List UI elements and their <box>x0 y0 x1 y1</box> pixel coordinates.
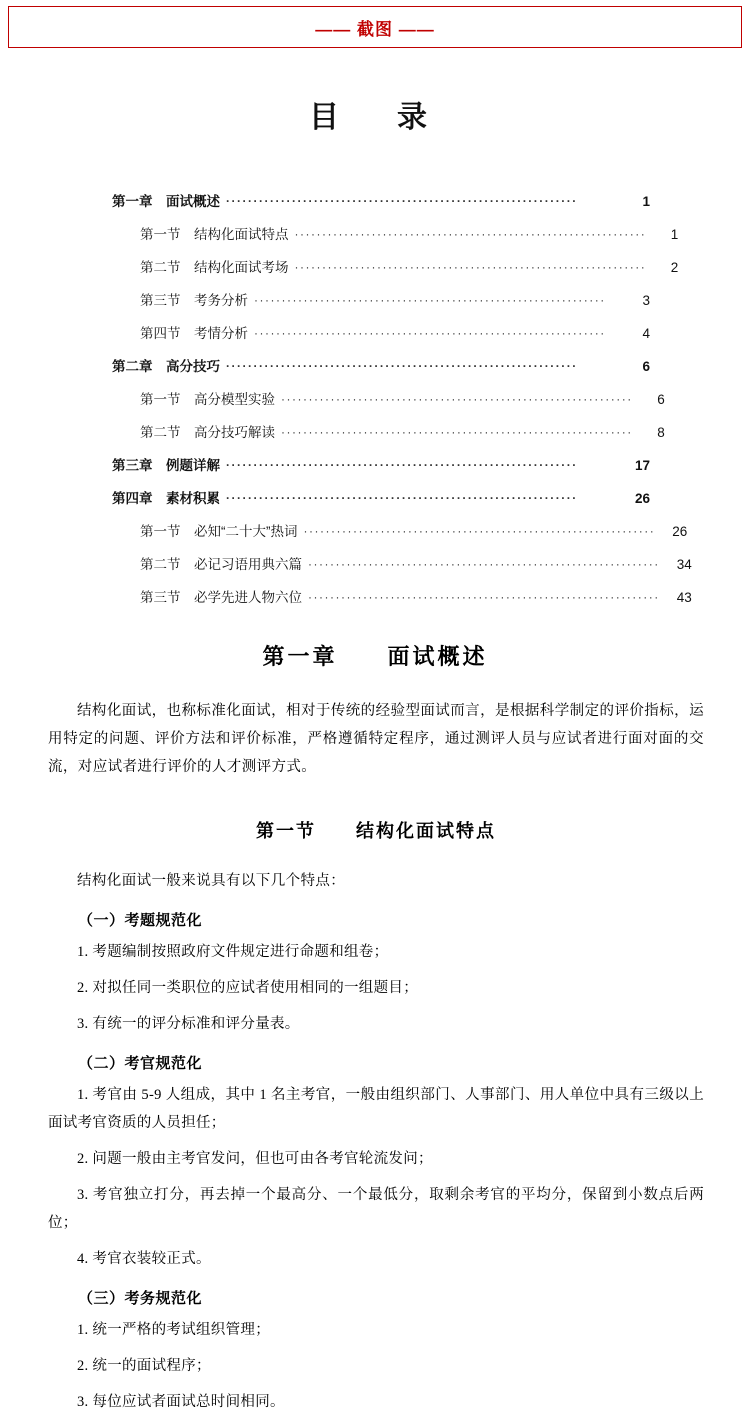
toc-entry-label: 第四节 考情分析 <box>140 326 248 341</box>
toc-leader-dots: ································································ <box>226 194 578 208</box>
list-item: 4. 考官衣装较正式。 <box>77 1251 211 1267</box>
toc-entry-page: 1 <box>642 194 650 209</box>
document-page <box>0 6 750 1410</box>
chapter-intro-paragraph: 结构化面试，也称标准化面试，相对于传统的经验型面试而言，是根据科学制定的评价指标，运用特定的问题、评价方法和评价标准，严格遵循特定程序，通过测评人员与应试者进行面对面的交流，对应试者进行评价的人才测评方式。 <box>48 703 704 775</box>
toc-entry[interactable] <box>112 520 688 540</box>
toc-leader-dots: ································································ <box>254 326 606 340</box>
toc-entry-label: 第三节 考务分析 <box>140 293 248 308</box>
list-item: 3. 每位应试者面试总时间相同。 <box>77 1394 285 1410</box>
toc-entry[interactable] <box>112 190 650 210</box>
toc-entry-page: 3 <box>642 293 650 308</box>
toc-entry[interactable] <box>112 421 665 441</box>
toc-entry-page: 6 <box>657 392 665 407</box>
table-of-contents <box>112 190 692 606</box>
subsection-heading: （二）考官规范化 <box>78 1055 203 1072</box>
toc-leader-dots: ································································ <box>308 557 660 571</box>
toc-entry-page: 4 <box>642 326 650 341</box>
list-item: 3. 考官独立打分，再去掉一个最高分、一个最低分，取剩余考官的平均分，保留到小数点后两位； <box>48 1187 704 1231</box>
toc-entry[interactable] <box>112 355 650 375</box>
subsection-heading: （三）考务规范化 <box>78 1290 203 1307</box>
list-item: 3. 有统一的评分标准和评分量表。 <box>77 1016 300 1032</box>
toc-entry[interactable] <box>112 454 650 474</box>
toc-entry-page: 2 <box>670 260 679 275</box>
list-item: 2. 对拟任同一类职位的应试者使用相同的一组题目； <box>77 980 418 996</box>
list-item: 1. 考题编制按照政府文件规定进行命题和组卷； <box>77 944 389 960</box>
section-lead-paragraph: 结构化面试一般来说具有以下几个特点： <box>77 873 346 889</box>
toc-entry-label: 第一节 高分模型实验 <box>140 392 275 407</box>
toc-leader-dots: ································································ <box>226 491 578 505</box>
toc-title: 目 录 <box>309 101 441 134</box>
toc-entry[interactable] <box>112 223 679 243</box>
toc-leader-dots: ································································ <box>294 260 647 274</box>
banner-label: —— 截图 —— <box>315 19 435 39</box>
subsection-heading: （一）考题规范化 <box>78 912 203 929</box>
toc-leader-dots: ································································ <box>226 359 578 373</box>
toc-entry-label: 第二节 结构化面试考场 <box>140 260 289 275</box>
toc-entry-label: 第二章 高分技巧 <box>112 359 220 374</box>
screenshot-banner <box>8 6 742 48</box>
toc-entry-label: 第二节 必记习语用典六篇 <box>140 557 302 572</box>
toc-entry[interactable] <box>112 487 650 507</box>
toc-entry-label: 第二节 高分技巧解读 <box>140 425 275 440</box>
toc-entry-label: 第一章 面试概述 <box>112 194 220 209</box>
toc-leader-dots: ································································ <box>281 392 633 406</box>
toc-entry-page: 8 <box>657 425 665 440</box>
list-item: 1. 统一严格的考试组织管理； <box>77 1322 270 1338</box>
toc-entry-label: 第三节 必学先进人物六位 <box>140 590 302 605</box>
toc-entry[interactable] <box>112 256 679 276</box>
section-heading: 第一节 结构化面试特点 <box>256 821 496 841</box>
toc-entry[interactable] <box>112 388 665 408</box>
toc-entry-page: 6 <box>642 359 650 374</box>
toc-leader-dots: ································································ <box>254 293 606 307</box>
toc-entry-page: 26 <box>672 524 688 539</box>
toc-entry-page: 26 <box>634 491 650 506</box>
toc-entry[interactable] <box>112 322 650 342</box>
toc-leader-dots: ································································ <box>303 524 656 538</box>
toc-entry-label: 第四章 素材积累 <box>112 491 220 506</box>
list-item: 2. 问题一般由主考官发问，但也可由各考官轮流发问； <box>77 1151 433 1167</box>
toc-leader-dots: ································································ <box>281 425 633 439</box>
toc-entry-page: 1 <box>670 227 679 242</box>
toc-leader-dots: ································································ <box>308 590 660 604</box>
list-item: 1. 考官由 5-9 人组成，其中 1 名主考官，一般由组织部门、人事部门、用人单位中具有三级以上面试考官资质的人员担任； <box>48 1087 704 1131</box>
toc-entry[interactable] <box>112 553 692 573</box>
list-item: 2. 统一的面试程序； <box>77 1358 211 1374</box>
toc-entry-label: 第一节 必知“二十大”热词 <box>140 524 298 539</box>
toc-entry-label: 第三章 例题详解 <box>112 458 220 473</box>
toc-entry-page: 17 <box>634 458 650 473</box>
toc-leader-dots: ································································ <box>294 227 647 241</box>
toc-entry-page: 34 <box>676 557 692 572</box>
toc-entry[interactable] <box>112 289 650 309</box>
toc-entry-page: 43 <box>676 590 692 605</box>
chapter-heading: 第一章 面试概述 <box>262 644 488 669</box>
toc-entry[interactable] <box>112 586 692 606</box>
toc-leader-dots: ································································ <box>226 458 578 472</box>
toc-entry-label: 第一节 结构化面试特点 <box>140 227 289 242</box>
document-body <box>48 697 704 1416</box>
